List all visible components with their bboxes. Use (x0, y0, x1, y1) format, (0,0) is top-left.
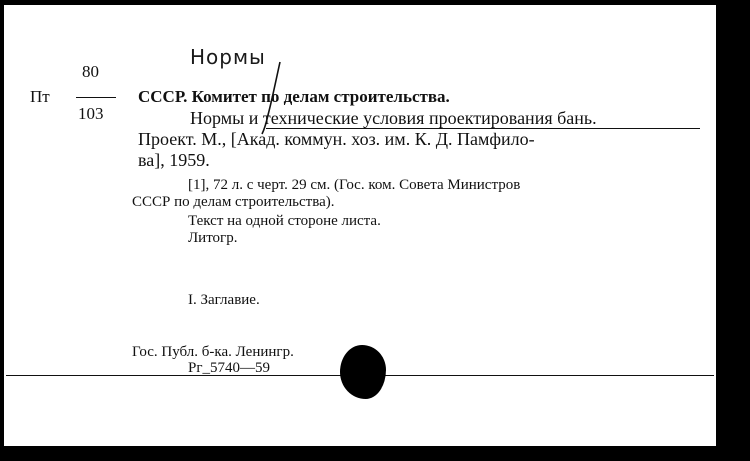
note-text-one-side: Текст на одной стороне листа. (188, 213, 381, 229)
title-line-3: ва], 1959. (138, 150, 210, 170)
note-lithograph: Литогр. (188, 230, 238, 246)
call-number-numerator: 80 (82, 62, 99, 81)
ink-blot (340, 345, 386, 399)
handwritten-note: Нормы (190, 45, 266, 69)
call-number-fraction-line (76, 97, 116, 98)
title-line-2: Проект. М., [Акад. коммун. хоз. им. К. Д. Памфило- (138, 129, 535, 149)
collation-line-1: [1], 72 л. с черт. 29 см. (Гос. ком. Совета Министров (188, 177, 521, 193)
card-number: Рг_5740—59 (188, 360, 270, 376)
catalog-card (4, 5, 716, 446)
holder-library: Гос. Публ. б-ка. Ленингр. (132, 344, 294, 360)
call-number-denominator: 103 (78, 104, 104, 123)
call-number-prefix: Пт (30, 87, 50, 106)
tracing-title: I. Заглавие. (188, 292, 260, 308)
title-line-1: Нормы и технические условия проектирования бань. (190, 108, 597, 128)
heading: СССР. Комитет по делам строительства. (138, 87, 450, 106)
collation-line-2: СССР по делам строительства). (132, 194, 335, 210)
